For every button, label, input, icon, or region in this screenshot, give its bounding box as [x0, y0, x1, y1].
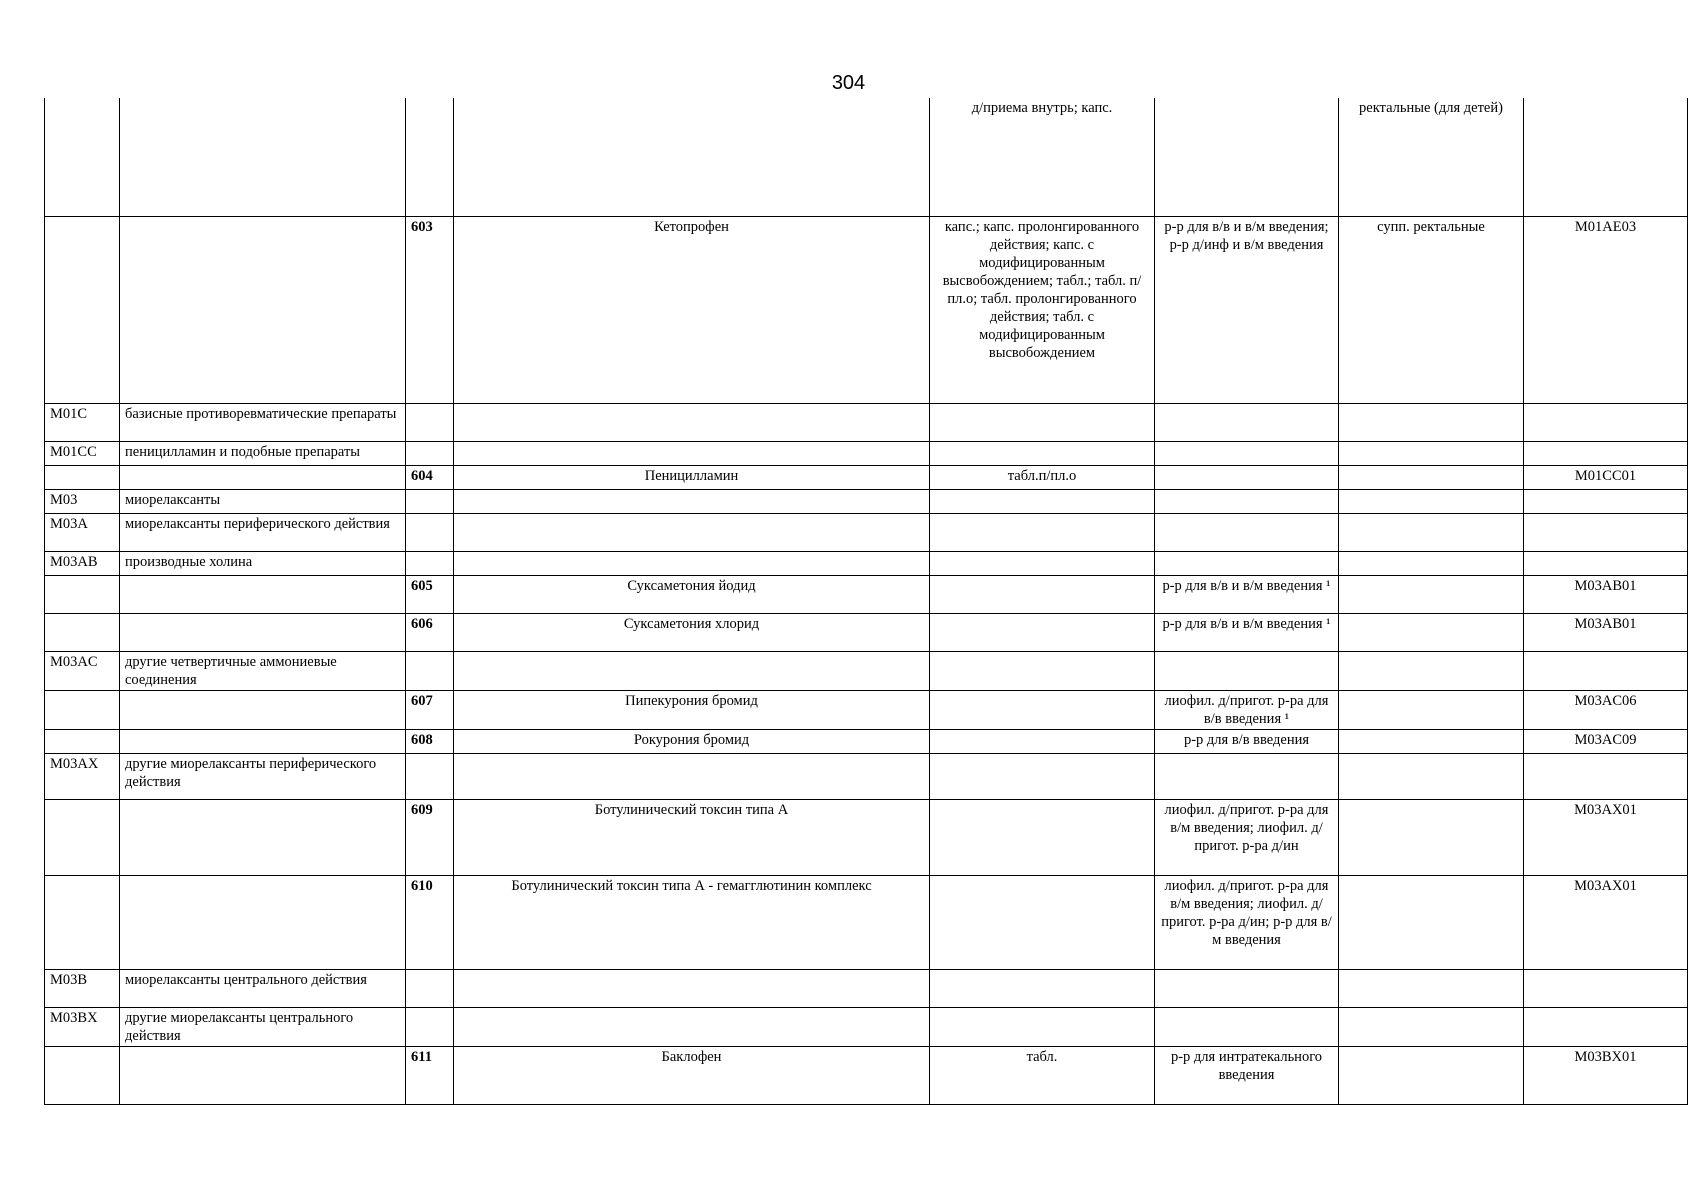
item-number-cell: [406, 98, 454, 216]
oral-forms-cell: д/приема внутрь; капс.: [930, 98, 1155, 216]
table-row: [45, 753, 1688, 799]
injection-forms-cell: [1155, 551, 1339, 575]
atc-item-code-cell: [1524, 1007, 1688, 1046]
item-number-cell: [406, 1007, 454, 1046]
other-forms-cell: [1339, 875, 1524, 969]
drug-name-cell: [454, 98, 930, 216]
oral-forms-cell: [930, 690, 1155, 729]
atc-item-code-cell: M03AX01: [1524, 875, 1688, 969]
table-row: [45, 875, 1688, 969]
atc-code-cell: M01C: [45, 403, 120, 441]
other-forms-cell: [1339, 441, 1524, 465]
oral-forms-cell: [930, 403, 1155, 441]
item-number-cell: 611: [406, 1046, 454, 1104]
table-row: [45, 729, 1688, 753]
injection-forms-cell: [1155, 441, 1339, 465]
item-number-cell: 607: [406, 690, 454, 729]
group-name-cell: [120, 613, 406, 651]
item-number-cell: [406, 969, 454, 1007]
other-forms-cell: [1339, 753, 1524, 799]
injection-forms-cell: лиофил. д/пригот. р-ра для в/м введения; лиофил. д/пригот. р-ра д/ин: [1155, 799, 1339, 875]
page-number: 304: [831, 72, 866, 94]
drug-name-cell: [454, 441, 930, 465]
atc-item-code-cell: M03BX01: [1524, 1046, 1688, 1104]
injection-forms-cell: [1155, 465, 1339, 489]
atc-code-cell: [45, 690, 120, 729]
injection-forms-cell: р-р для интратекального введения: [1155, 1046, 1339, 1104]
drug-name-cell: Ботулинический токсин типа А - гемагглютинин комплекс: [454, 875, 930, 969]
table-row: [45, 403, 1688, 441]
group-name-cell: [120, 575, 406, 613]
table-row: [45, 1046, 1688, 1104]
table-row: [45, 969, 1688, 1007]
atc-item-code-cell: [1524, 551, 1688, 575]
other-forms-cell: [1339, 969, 1524, 1007]
other-forms-cell: [1339, 403, 1524, 441]
atc-code-cell: [45, 729, 120, 753]
group-name-cell: пеницилламин и подобные препараты: [120, 441, 406, 465]
atc-item-code-cell: [1524, 513, 1688, 551]
atc-item-code-cell: M01AE03: [1524, 216, 1688, 403]
injection-forms-cell: [1155, 489, 1339, 513]
table-row: [45, 1007, 1688, 1046]
group-name-cell: миорелаксанты: [120, 489, 406, 513]
group-name-cell: миорелаксанты центрального действия: [120, 969, 406, 1007]
drug-name-cell: Пеницилламин: [454, 465, 930, 489]
table-row: [45, 613, 1688, 651]
other-forms-cell: [1339, 613, 1524, 651]
injection-forms-cell: [1155, 513, 1339, 551]
drug-name-cell: [454, 551, 930, 575]
atc-code-cell: M03BX: [45, 1007, 120, 1046]
atc-item-code-cell: [1524, 98, 1688, 216]
other-forms-cell: [1339, 1046, 1524, 1104]
table-row: [45, 489, 1688, 513]
other-forms-cell: супп. ректальные: [1339, 216, 1524, 403]
oral-forms-cell: [930, 875, 1155, 969]
drug-name-cell: Суксаметония йодид: [454, 575, 930, 613]
atc-item-code-cell: M03AB01: [1524, 575, 1688, 613]
group-name-cell: [120, 690, 406, 729]
drug-name-cell: [454, 489, 930, 513]
atc-code-cell: [45, 98, 120, 216]
atc-item-code-cell: [1524, 441, 1688, 465]
oral-forms-cell: [930, 651, 1155, 690]
oral-forms-cell: [930, 753, 1155, 799]
drug-name-cell: [454, 403, 930, 441]
injection-forms-cell: лиофил. д/пригот. р-ра для в/в введения ¹: [1155, 690, 1339, 729]
drug-name-cell: Ботулинический токсин типа А: [454, 799, 930, 875]
atc-item-code-cell: [1524, 489, 1688, 513]
injection-forms-cell: [1155, 1007, 1339, 1046]
group-name-cell: [120, 1046, 406, 1104]
oral-forms-cell: табл.п/пл.о: [930, 465, 1155, 489]
atc-code-cell: M03A: [45, 513, 120, 551]
drug-list-table: [44, 98, 1688, 1105]
other-forms-cell: [1339, 575, 1524, 613]
oral-forms-cell: [930, 799, 1155, 875]
group-name-cell: другие миорелаксанты периферического действия: [120, 753, 406, 799]
item-number-cell: 609: [406, 799, 454, 875]
oral-forms-cell: табл.: [930, 1046, 1155, 1104]
atc-item-code-cell: [1524, 969, 1688, 1007]
atc-code-cell: [45, 799, 120, 875]
group-name-cell: [120, 875, 406, 969]
drug-name-cell: Кетопрофен: [454, 216, 930, 403]
other-forms-cell: [1339, 551, 1524, 575]
item-number-cell: 606: [406, 613, 454, 651]
drug-name-cell: Пипекурония бромид: [454, 690, 930, 729]
item-number-cell: 608: [406, 729, 454, 753]
drug-name-cell: [454, 1007, 930, 1046]
group-name-cell: миорелаксанты периферического действия: [120, 513, 406, 551]
atc-code-cell: M03AB: [45, 551, 120, 575]
table-row: [45, 690, 1688, 729]
atc-code-cell: M01CC: [45, 441, 120, 465]
table-row: [45, 216, 1688, 403]
other-forms-cell: [1339, 651, 1524, 690]
table-row-continuation: [45, 98, 1688, 216]
other-forms-cell: [1339, 799, 1524, 875]
item-number-cell: 603: [406, 216, 454, 403]
item-number-cell: [406, 403, 454, 441]
atc-code-cell: [45, 575, 120, 613]
injection-forms-cell: [1155, 753, 1339, 799]
drug-name-cell: [454, 651, 930, 690]
item-number-cell: 604: [406, 465, 454, 489]
injection-forms-cell: [1155, 403, 1339, 441]
group-name-cell: [120, 98, 406, 216]
other-forms-cell: [1339, 729, 1524, 753]
oral-forms-cell: капс.; капс. пролонгированного действия; капс. с модифицированным высвобождением; табл.; табл. п/пл.о; табл. пролонгированного действия; табл. с модифицированным высвобождением: [930, 216, 1155, 403]
group-name-cell: [120, 729, 406, 753]
injection-forms-cell: [1155, 651, 1339, 690]
table-row: [45, 799, 1688, 875]
other-forms-cell: [1339, 513, 1524, 551]
group-name-cell: базисные противоревматические препараты: [120, 403, 406, 441]
oral-forms-cell: [930, 1007, 1155, 1046]
drug-name-cell: Суксаметония хлорид: [454, 613, 930, 651]
other-forms-cell: ректальные (для детей): [1339, 98, 1524, 216]
atc-code-cell: [45, 216, 120, 403]
atc-item-code-cell: M03AX01: [1524, 799, 1688, 875]
item-number-cell: 605: [406, 575, 454, 613]
other-forms-cell: [1339, 1007, 1524, 1046]
other-forms-cell: [1339, 465, 1524, 489]
group-name-cell: [120, 216, 406, 403]
injection-forms-cell: р-р для в/в и в/м введения; р-р д/инф и в/м введения: [1155, 216, 1339, 403]
drug-name-cell: [454, 969, 930, 1007]
other-forms-cell: [1339, 489, 1524, 513]
item-number-cell: [406, 513, 454, 551]
oral-forms-cell: [930, 613, 1155, 651]
table-row: [45, 513, 1688, 551]
atc-code-cell: [45, 465, 120, 489]
injection-forms-cell: р-р для в/в и в/м введения ¹: [1155, 613, 1339, 651]
oral-forms-cell: [930, 489, 1155, 513]
other-forms-cell: [1339, 690, 1524, 729]
table-row: [45, 575, 1688, 613]
group-name-cell: другие четвертичные аммониевые соединения: [120, 651, 406, 690]
table-row: [45, 551, 1688, 575]
atc-code-cell: M03B: [45, 969, 120, 1007]
injection-forms-cell: [1155, 98, 1339, 216]
injection-forms-cell: [1155, 969, 1339, 1007]
atc-item-code-cell: M03AB01: [1524, 613, 1688, 651]
atc-code-cell: M03AX: [45, 753, 120, 799]
atc-code-cell: [45, 875, 120, 969]
item-number-cell: [406, 489, 454, 513]
group-name-cell: другие миорелаксанты центрального действия: [120, 1007, 406, 1046]
group-name-cell: [120, 799, 406, 875]
atc-item-code-cell: M03AC06: [1524, 690, 1688, 729]
drug-name-cell: [454, 753, 930, 799]
table-row: [45, 651, 1688, 690]
item-number-cell: [406, 551, 454, 575]
injection-forms-cell: лиофил. д/пригот. р-ра для в/м введения; лиофил. д/пригот. р-ра д/ин; р-р для в/м введения: [1155, 875, 1339, 969]
atc-code-cell: [45, 613, 120, 651]
atc-item-code-cell: [1524, 651, 1688, 690]
atc-code-cell: [45, 1046, 120, 1104]
table-row: [45, 441, 1688, 465]
atc-item-code-cell: M03AC09: [1524, 729, 1688, 753]
oral-forms-cell: [930, 513, 1155, 551]
atc-code-cell: M03: [45, 489, 120, 513]
table-row: [45, 465, 1688, 489]
item-number-cell: [406, 753, 454, 799]
atc-code-cell: M03AC: [45, 651, 120, 690]
oral-forms-cell: [930, 729, 1155, 753]
oral-forms-cell: [930, 575, 1155, 613]
atc-item-code-cell: M01CC01: [1524, 465, 1688, 489]
drug-name-cell: [454, 513, 930, 551]
oral-forms-cell: [930, 551, 1155, 575]
drug-name-cell: Рокурония бромид: [454, 729, 930, 753]
item-number-cell: [406, 441, 454, 465]
item-number-cell: 610: [406, 875, 454, 969]
injection-forms-cell: р-р для в/в введения: [1155, 729, 1339, 753]
injection-forms-cell: р-р для в/в и в/м введения ¹: [1155, 575, 1339, 613]
oral-forms-cell: [930, 969, 1155, 1007]
oral-forms-cell: [930, 441, 1155, 465]
atc-item-code-cell: [1524, 403, 1688, 441]
item-number-cell: [406, 651, 454, 690]
group-name-cell: производные холина: [120, 551, 406, 575]
atc-item-code-cell: [1524, 753, 1688, 799]
group-name-cell: [120, 465, 406, 489]
drug-name-cell: Баклофен: [454, 1046, 930, 1104]
